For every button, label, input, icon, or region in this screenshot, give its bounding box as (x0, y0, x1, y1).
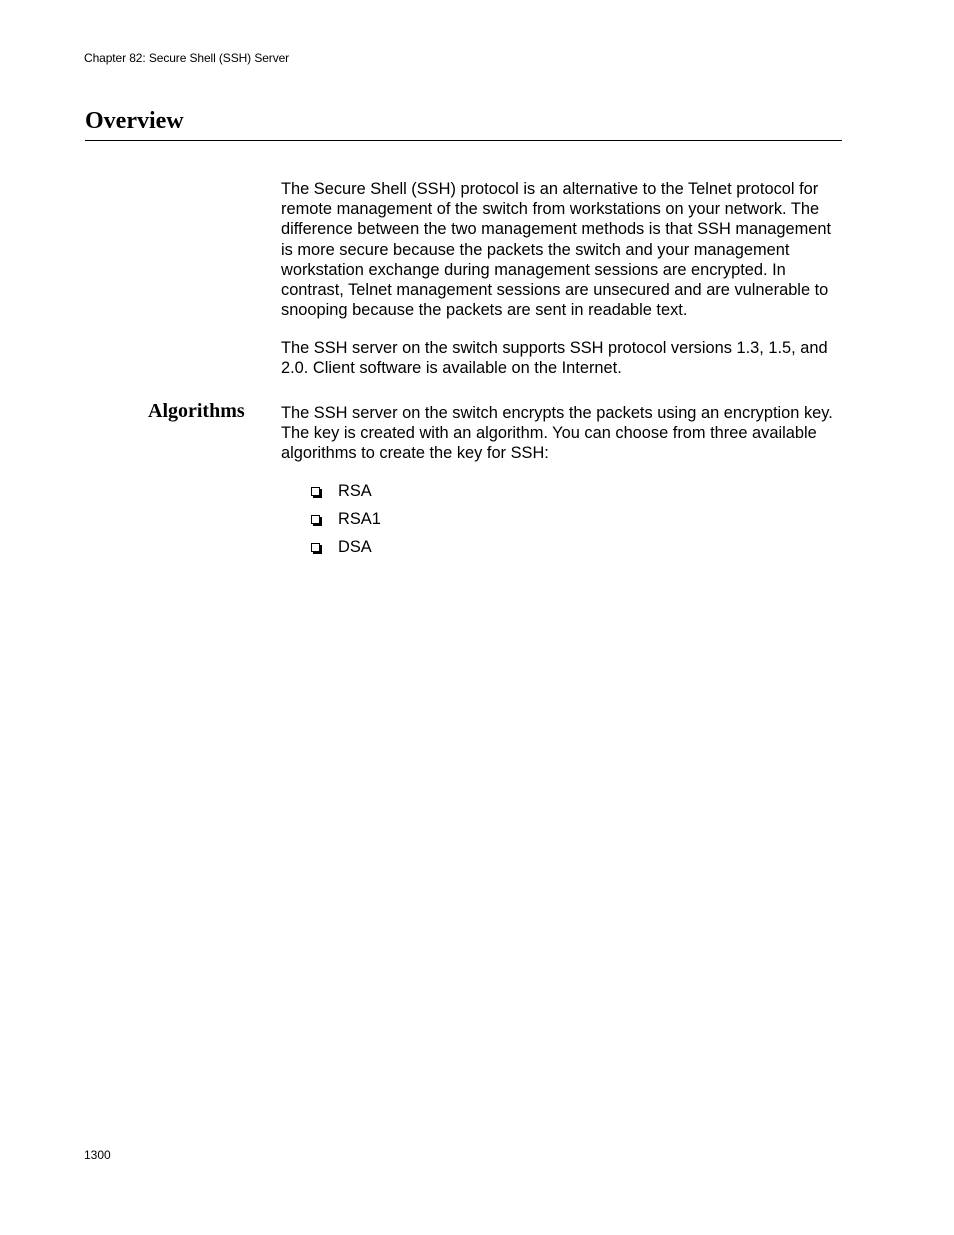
versions-paragraph: The SSH server on the switch supports SSH protocol versions 1.3, 1.5, and 2.0. Client software is available on the Internet. (281, 339, 828, 378)
square-bullet-icon (311, 487, 320, 496)
intro-paragraph: The Secure Shell (SSH) protocol is an alternative to the Telnet protocol for remote management of the switch from workstations on your network. The difference between the two management methods is that SSH management is more secure because the packets the switch and your management workstation exchange during management sessions are encrypted. In contrast, Telnet management sessions are unsecured and are vulnerable to snooping because the packets are sent in readable text. (281, 180, 832, 320)
page-number: 1300 (84, 1148, 111, 1162)
square-bullet-icon (311, 515, 320, 524)
algorithms-heading: Algorithms (148, 400, 245, 422)
list-item-label: DSA (338, 538, 372, 556)
list-item-label: RSA (338, 482, 372, 500)
list-item-label: RSA1 (338, 510, 381, 528)
section-title: Overview (85, 108, 184, 134)
running-header: Chapter 82: Secure Shell (SSH) Server (84, 51, 290, 65)
title-rule (85, 140, 842, 141)
algorithms-paragraph: The SSH server on the switch encrypts the packets using an encryption key. The key is created with an algorithm. You can choose from three available algorithms to create the key for SSH: (281, 404, 833, 463)
square-bullet-icon (311, 543, 320, 552)
